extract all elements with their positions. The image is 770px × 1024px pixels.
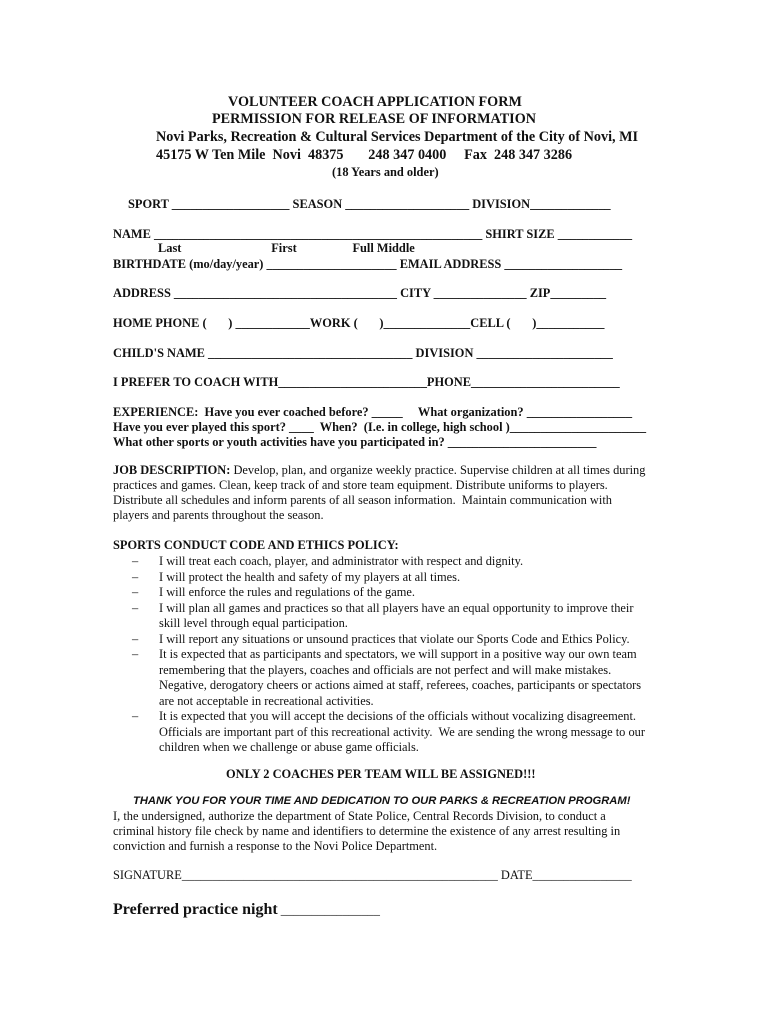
preferred-practice-blank[interactable]: ________________ — [277, 903, 380, 917]
birthdate-email-line[interactable]: BIRTHDATE (mo/day/year) _____________________ EMAIL ADDRESS ___________________ — [113, 257, 623, 271]
form-subtitle: PERMISSION FOR RELEASE OF INFORMATION — [212, 111, 536, 127]
policy-item-line: It is expected that you will accept the decisions of the officials without vocalizing disagreement. — [159, 709, 637, 723]
policy-item-line: It is expected that as participants and spectators, we will support in a positive way our own team — [159, 647, 637, 661]
policy-item-line: I will enforce the rules and regulations of the game. — [159, 585, 415, 599]
policy-bullet-dash: – — [132, 647, 139, 661]
phone-numbers-line[interactable]: HOME PHONE ( ) ____________WORK ( )______________CELL ( )___________ — [113, 316, 605, 330]
policy-item-line: I will treat each coach, player, and administrator with respect and dignity. — [159, 554, 524, 568]
policy-item-line: are not acceptable in recreational activities. — [159, 693, 374, 708]
name-shirt-line[interactable]: NAME _____________________________________________________ SHIRT SIZE ____________ — [113, 227, 633, 241]
job-description-line-1 — [113, 464, 645, 476]
policy-item-line: I will protect the health and safety of my players at all times. — [159, 569, 461, 584]
form-title: VOLUNTEER COACH APPLICATION FORM — [228, 94, 522, 110]
policy-item-line: Officials are important part of this recreational activity. We are sending the wrong message to our — [159, 724, 645, 739]
experience-line-3[interactable]: What other sports or youth activities have you participated in? ________________________ — [113, 435, 597, 449]
job-description-line-4: players and parents throughout the season. — [113, 508, 324, 522]
preferred-practice-label: Preferred practice night — [113, 901, 278, 918]
policy-item-line: I will report any situations or unsound practices that violate our Sports Code and Ethics Policy. — [159, 631, 630, 646]
policy-bullet-dash: – — [132, 554, 139, 568]
policy-item-line: children when we challenge or abuse game officials. — [159, 740, 419, 754]
address-city-zip-line[interactable]: ADDRESS ____________________________________ CITY _______________ ZIP_________ — [113, 286, 607, 300]
policy-bullet-dash: – — [132, 709, 139, 723]
name-sublabels: Last First Full Middle — [158, 241, 415, 255]
policy-item-line: I will plan all games and practices so that all players have an equal opportunity to improve their — [159, 600, 634, 615]
department-name: Novi Parks, Recreation & Cultural Services Department of the City of Novi, MI — [156, 129, 639, 145]
job-description-heading: JOB DESCRIPTION: — [113, 463, 231, 477]
experience-line-1[interactable]: EXPERIENCE: Have you ever coached before? _____ What organization? _________________ — [113, 405, 633, 419]
policy-heading: SPORTS CONDUCT CODE AND ETHICS POLICY: — [113, 538, 399, 552]
authorization-line-2: criminal history file check by name and identifiers to determine the existence of any arrest resulting in — [113, 824, 621, 838]
experience-line-2[interactable]: Have you ever played this sport? ____ When? (I.e. in college, high school )______________________ — [113, 420, 647, 434]
job-description-line-3: Distribute all schedules and inform parents of all season information. Maintain communication with — [113, 493, 612, 507]
department-address: 45175 W Ten Mile Novi 48375 248 347 0400 Fax 248 347 3286 — [156, 147, 573, 163]
job-description-line-2: practices and games. Clean, keep track of and store team equipment. Distribute uniforms to players. — [113, 478, 608, 492]
prefer-coach-with-line[interactable]: I PREFER TO COACH WITH________________________PHONE________________________ — [113, 375, 620, 389]
coaches-notice: ONLY 2 COACHES PER TEAM WILL BE ASSIGNED!!! — [226, 767, 536, 781]
authorization-line-1: I, the undersigned, authorize the department of State Police, Central Records Division, to conduct a — [113, 809, 606, 823]
preferred-practice-night-line[interactable] — [113, 902, 380, 918]
sport-season-division-line[interactable]: SPORT ___________________ SEASON ____________________ DIVISION_____________ — [128, 197, 611, 211]
authorization-line-3: conviction and furnish a response to the Novi Police Department. — [113, 839, 438, 853]
policy-item-line: Negative, derogatory cheers or actions aimed at staff, referees, coaches, participants or spectators — [159, 678, 642, 692]
policy-bullet-dash: – — [132, 600, 139, 615]
signature-date-line[interactable]: SIGNATURE___________________________________________________ DATE________________ — [113, 868, 632, 882]
age-requirement: (18 Years and older) — [332, 165, 439, 179]
policy-bullet-dash: – — [132, 569, 139, 584]
job-description-text-1: Develop, plan, and organize weekly practice. Supervise children at all times during — [230, 463, 646, 477]
thank-you-banner: THANK YOU FOR YOUR TIME AND DEDICATION TO OUR PARKS & RECREATION PROGRAM! — [133, 795, 631, 807]
policy-item-line: remembering that the players, coaches and officials are not perfect and will make mistakes. — [159, 662, 612, 677]
policy-bullet-dash: – — [132, 585, 139, 599]
child-name-line[interactable]: CHILD'S NAME _________________________________ DIVISION ______________________ — [113, 346, 613, 360]
policy-item-line: skill level through equal participation. — [159, 616, 348, 630]
policy-bullet-dash: – — [132, 631, 139, 646]
